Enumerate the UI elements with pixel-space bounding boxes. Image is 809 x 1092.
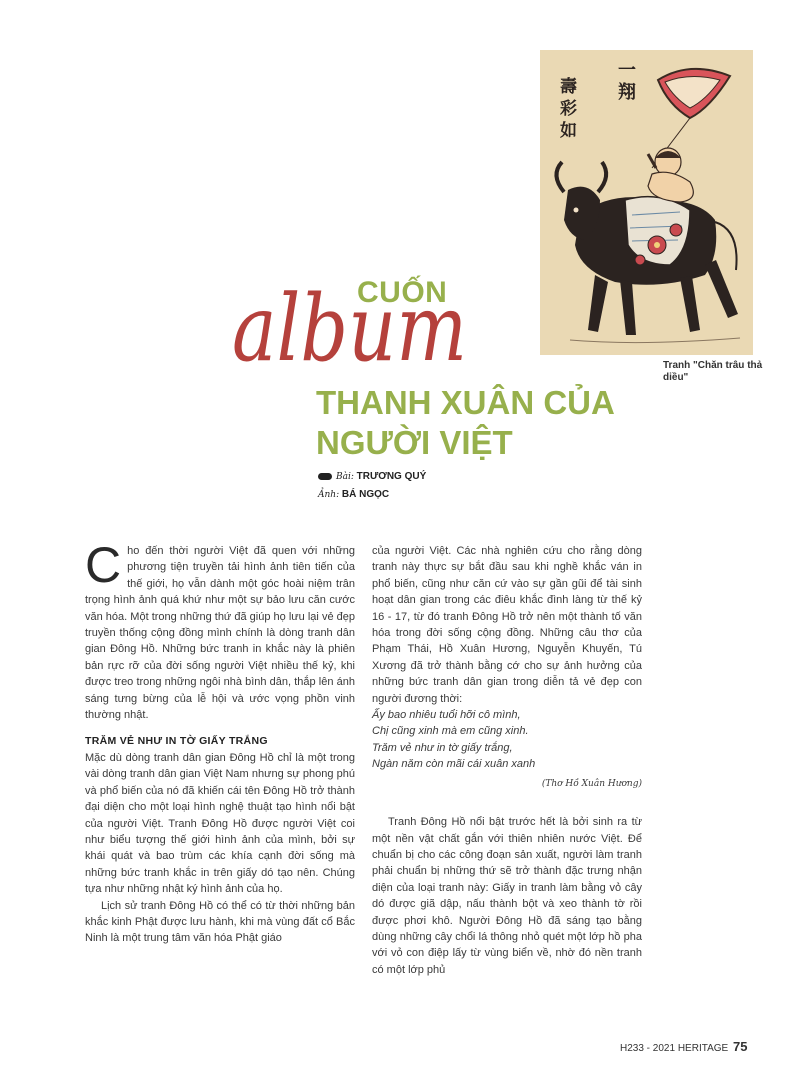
title-line-2: NGƯỜI VIỆT bbox=[316, 424, 513, 461]
bullet-pill-icon bbox=[318, 473, 332, 480]
image-caption: Tranh "Chăn trâu thả diều" bbox=[663, 360, 763, 383]
drop-cap: C bbox=[85, 537, 122, 593]
article-column-1 bbox=[85, 537, 355, 947]
title-script-text: album bbox=[232, 275, 467, 380]
artwork-buffalo-kite bbox=[540, 50, 753, 355]
paragraph-intro bbox=[85, 537, 355, 723]
poem-line: Chị cũng xinh mà em cũng xinh. bbox=[372, 725, 529, 738]
paragraph-4: của người Việt. Các nhà nghiên cứu cho rằng dòng tranh này thực sự bắt đầu sau khi nghề khắc ván in phổ biến, cũng như căn cứ vào sự gần gũi để tài sinh hoạt dân gian trong các điêu khắc đình làng từ thế kỷ 16 - 17, từ đó tranh Đông Hồ trở nên một thành tố văn hóa trong đời sống cộng đồng. Những câu thơ của Phạm Thái, Hồ Xuân Hương, Nguyễn Khuyến, Tú Xương đã trở thành bằng cớ cho sự ảnh hưởng của những bức tranh dân gian trong diễn tả vẻ đẹp con người đương thời: bbox=[372, 545, 642, 705]
section-heading: TRĂM VẺ NHƯ IN TỜ GIẤY TRẮNG bbox=[85, 735, 268, 748]
calligraphy-right: 一翔 bbox=[618, 60, 636, 103]
title-kicker: CUỐN bbox=[357, 276, 448, 309]
poem-attribution: (Thơ Hồ Xuân Hương) bbox=[541, 778, 642, 789]
title-line-1: THANH XUÂN CỦA bbox=[316, 384, 615, 421]
poem-line: Trăm vẻ như in tờ giấy trắng, bbox=[372, 741, 513, 754]
paragraph-2: Mặc dù dòng tranh dân gian Đông Hồ chỉ là một trong vài dòng tranh dân gian Việt Nam nhưng sự phong phú và phổ biến của nó đã khiến cái tên Đông Hồ trở thành đại diện cho một loại hình nghệ thuật tạo hình nổi bật của người Việt. Tranh Đông Hồ được người Việt coi như biểu tượng thế giới hình ảnh của mình, bởi sự khái quát và bao trùm các khía cạnh đời sống mà những bức tranh khắc in trên giấy dó tạo nên. Chúng tựa như những nhật ký hình ảnh của họ. bbox=[85, 751, 355, 896]
photographer-name: BÁ NGỌC bbox=[341, 489, 390, 500]
magazine-name: HERITAGE bbox=[677, 1043, 729, 1054]
title-script-word bbox=[228, 270, 478, 380]
poem-line: Ngàn năm còn mãi cái xuân xanh bbox=[372, 758, 536, 771]
calligraphy-left: 壽彩如 bbox=[560, 77, 577, 141]
paragraph-intro-text: ho đến thời người Việt đã quen với những phương tiện truyền tải hình ảnh tiên tiến của thế giới, họ vẫn dành một góc hoài niệm trân trọng hình ảnh quá khứ như một sự bảo lưu căn cước văn hóa. Một trong những thứ đã giúp họ lưu lại vẻ đẹp truyền thống cộng đồng mình chính là dòng tranh dân gian Đông Hồ. Những bức tranh in khắc này là phiên bản rực rỡ của đời sống người Việt nhiều thế kỷ, khi được treo trong những ngôi nhà bình dân, thắp lên ánh sáng tưng bừng của lễ hội và ước vọng phồn vinh thường nhật. bbox=[85, 545, 355, 722]
author-label: Bài: bbox=[336, 472, 354, 482]
paragraph-3: Lịch sử tranh Đông Hồ có thể có từ thời những bản khắc kinh Phật được lưu hành, khi mà vùng đất cổ Bắc Ninh là một trung tâm văn hóa Phật giáo bbox=[85, 899, 355, 945]
photo-credit bbox=[318, 486, 426, 504]
author-credit bbox=[318, 468, 426, 486]
page-number: 75 bbox=[733, 1039, 748, 1054]
article-column-2 bbox=[372, 543, 642, 978]
poem-line: Ấy bao nhiêu tuổi hỡi cô mình, bbox=[372, 709, 521, 722]
page-footer bbox=[620, 1039, 747, 1054]
issue-number: H233 - 2021 bbox=[620, 1043, 676, 1054]
photo-label: Ảnh: bbox=[318, 490, 340, 500]
author-name: TRƯƠNG QUÝ bbox=[356, 471, 427, 482]
credits bbox=[318, 468, 426, 504]
paragraph-5: Tranh Đông Hồ nổi bật trước hết là bởi sinh ra từ một nền vật chất gắn với thiên nhiên nước Việt. Để chuẩn bị cho các công đoạn sản xuất, người làm tranh phải chuẩn bị những thứ sẽ trở thành đặc trưng nhận diện của loại tranh này: Giấy in tranh làm bằng vỏ cây dó được giã dập, nấu thành bột và xeo thành tờ rồi được phơi khô. Người Đông Hồ đã sáng tạo bằng dùng những cây chổi lá thông nhỏ quét một lớp hồ pha với vỏ con điệp lấy từ vùng biển về, nhờ đó nền tranh có một lớp phủ bbox=[372, 816, 642, 976]
